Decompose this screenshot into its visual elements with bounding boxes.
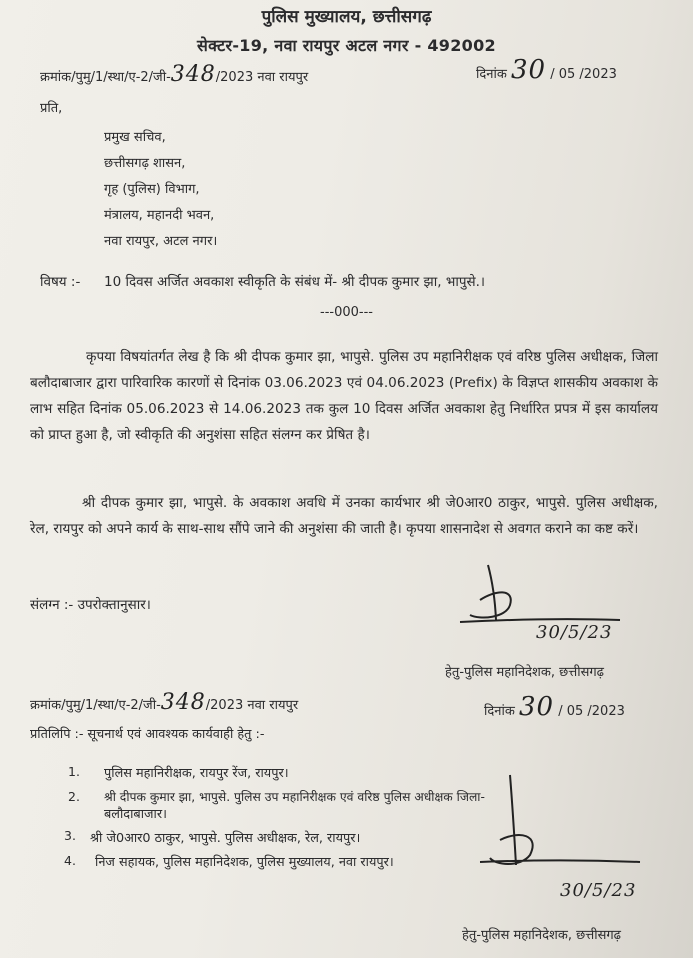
- ref-suffix: /2023 नवा रायपुर: [215, 70, 309, 85]
- letter-date: [476, 55, 617, 85]
- office-name: पुलिस मुख्यालय, छत्तीसगढ़: [261, 7, 432, 27]
- copy-to-label: प्रतिलिपि :- सूचनार्थ एवं आवश्यक कार्यवाही हेतु :-: [30, 727, 265, 742]
- subject-text: 10 दिवस अर्जित अवकाश स्वीकृति के संबंध में- श्री दीपक कुमार झा, भापुसे.।: [104, 274, 486, 290]
- copy-item-number: 3.: [64, 828, 76, 843]
- ref-prefix: क्रमांक/पुमु/1/स्था/ए-2/जी-: [40, 70, 171, 85]
- reference-number: [40, 62, 308, 87]
- copy-item: निज सहायक, पुलिस महानिदेशक, पुलिस मुख्यालय, नवा रायपुर।: [95, 855, 394, 870]
- body-paragraph-1: कृपया विषयांतर्गत लेख है कि श्री दीपक कुमार झा, भापुसे. पुलिस उप महानिरीक्षक एवं वरिष्ठ पुलिस अधीक्षक, जिला बलौदाबाजार द्वारा पारिवारिक कारणों से दिनांक 03.06.2023 एवं 04.06.2023 (Prefix) के विज्ञप्त शासकीय अवकाश के लाभ सहित दिनांक 05.06.2023 से 14.06.2023 तक कुल 10 दिवस अर्जित अवकाश हेतु निर्धारित प्रपत्र में इस कार्यालय को प्राप्त हुआ है, जो स्वीकृति की अनुशंसा सहित संलग्न कर प्रेषित है।: [30, 349, 658, 443]
- date-label: दिनांक: [476, 67, 507, 82]
- signatory-designation: हेतु-पुलिस महानिदेशक, छत्तीसगढ़: [462, 928, 621, 943]
- handwritten-ref-number: 348: [170, 62, 216, 87]
- copy-item-number: 4.: [64, 853, 76, 868]
- recipient-line: गृह (पुलिस) विभाग,: [104, 182, 200, 197]
- date-rest: / 05 /2023: [558, 704, 625, 719]
- signature-scribble: [470, 770, 670, 880]
- handwritten-sign-date: 30/5/23: [536, 622, 613, 643]
- copy-item-continued: बलौदाबाजार।: [104, 807, 167, 822]
- copy-letter-date: [484, 692, 625, 722]
- recipient-line: प्रमुख सचिव,: [104, 130, 166, 145]
- handwritten-date-day: 30: [510, 55, 547, 85]
- to-label: प्रति,: [40, 101, 63, 116]
- recipient-line: नवा रायपुर, अटल नगर।: [104, 234, 218, 249]
- ref-suffix: /2023 नवा रायपुर: [205, 698, 299, 713]
- date-rest: / 05 /2023: [550, 67, 617, 82]
- office-address: सेक्टर-19, नवा रायपुर अटल नगर - 492002: [197, 36, 496, 55]
- copy-item-number: 2.: [68, 789, 80, 804]
- handwritten-date-day: 30: [518, 692, 555, 722]
- recipient-line: छत्तीसगढ़ शासन,: [104, 156, 186, 171]
- copy-item: पुलिस महानिरीक्षक, रायपुर रेंज, रायपुर।: [104, 766, 289, 781]
- ref-prefix: क्रमांक/पुमु/1/स्था/ए-2/जी-: [30, 698, 161, 713]
- copy-item: श्री दीपक कुमार झा, भापुसे. पुलिस उप महानिरीक्षक एवं वरिष्ठ पुलिस अधीक्षक जिला-: [104, 790, 485, 804]
- enclosure-note: संलग्न :- उपरोक्तानुसार।: [30, 597, 151, 613]
- separator: ---000---: [320, 305, 373, 320]
- body-paragraph-2: श्री दीपक कुमार झा, भापुसे. के अवकाश अवधि में उनका कार्यभार श्री जे0आर0 ठाकुर, भापुसे. पुलिस अधीक्षक, रेल, रायपुर को अपने कार्य के साथ-साथ सौंपे जाने की अनुशंसा की जाती है। कृपया शासनादेश से अवगत कराने का कष्ट करें।: [30, 495, 658, 537]
- recipient-line: मंत्रालय, महानदी भवन,: [104, 208, 215, 223]
- date-label: दिनांक: [484, 704, 515, 719]
- handwritten-ref-number: 348: [160, 690, 206, 715]
- copy-item-number: 1.: [68, 764, 80, 779]
- subject-label: विषय :-: [40, 274, 81, 290]
- handwritten-sign-date: 30/5/23: [560, 880, 637, 901]
- copy-reference-number: [30, 690, 298, 715]
- copy-item: श्री जे0आर0 ठाकुर, भापुसे. पुलिस अधीक्षक, रेल, रायपुर।: [90, 831, 361, 846]
- signatory-designation: हेतु-पुलिस महानिदेशक, छत्तीसगढ़: [445, 665, 604, 680]
